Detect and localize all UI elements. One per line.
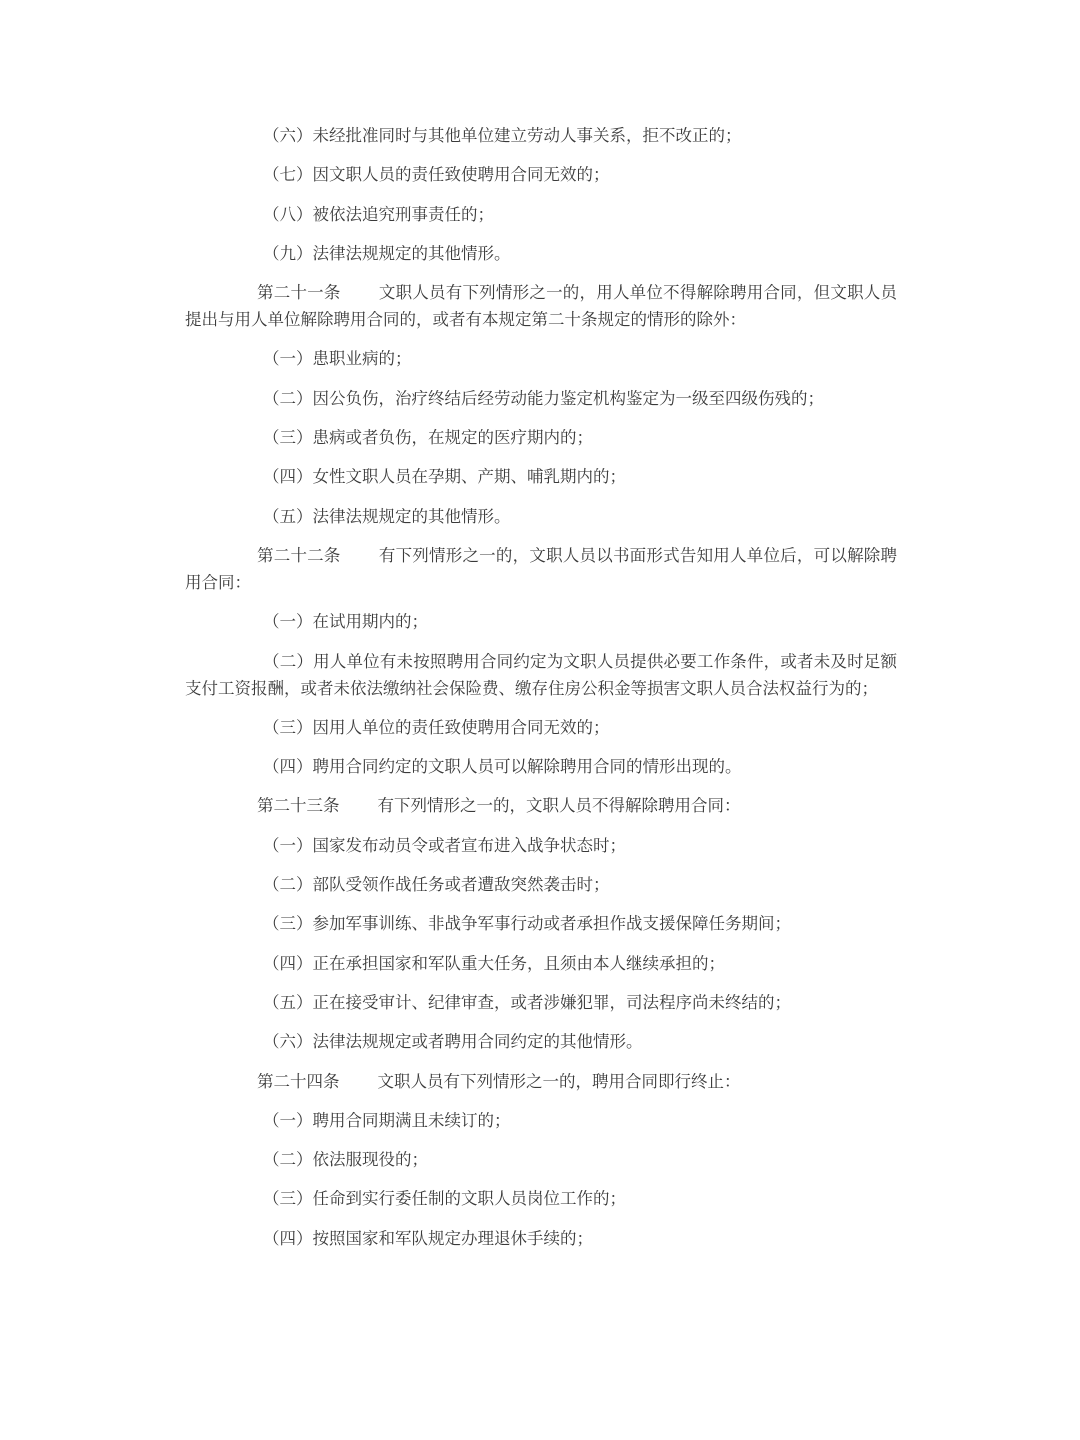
list-item: （四）正在承担国家和军队重大任务，且须由本人继续承担的； [263,953,725,973]
article-number: 第二十三条 [257,796,340,816]
article-text: 有下列情形之一的，文职人员不得解除聘用合同： [377,796,741,816]
article-number: 第二十一条 [257,283,341,303]
list-item: （三）任命到实行委任制的文职人员岗位工作的； [263,1189,626,1209]
list-item: （八）被依法追究刑事责任的； [263,204,494,224]
list-item: （二）因公负伤，治疗终结后经劳动能力鉴定机构鉴定为一级至四级伤残的； [263,388,824,408]
article-number: 第二十二条 [257,545,341,565]
list-item: （四）女性文职人员在孕期、产期、哺乳期内的； [263,467,626,487]
list-item: （四）按照国家和军队规定办理退休手续的； [263,1228,593,1248]
list-item: （一）患职业病的； [263,349,412,369]
article-text: 文职人员有下列情形之一的，用人单位不得解除聘用合同，但文职人员提出与用人单位解除聘用合同的，或者有本规定第二十条规定的情形的除外： [185,283,898,330]
article-text: 有下列情形之一的，文职人员以书面形式告知用人单位后，可以解除聘用合同： [185,545,898,592]
list-item: （五）法律法规规定的其他情形。 [263,506,511,526]
list-item: （二）部队受领作战任务或者遭敌突然袭击时； [263,875,610,895]
article-number: 第二十四条 [257,1071,340,1091]
list-item: （六）法律法规规定或者聘用合同约定的其他情形。 [263,1032,643,1052]
list-item: （四）聘用合同约定的文职人员可以解除聘用合同的情形出现的。 [263,757,742,777]
list-item: （一）聘用合同期满且未续订的； [263,1110,511,1130]
document-page [185,122,897,1264]
article-22 [185,542,897,596]
list-item: （三）患病或者负伤，在规定的医疗期内的； [263,428,593,448]
list-item: （一）在试用期内的； [263,612,428,632]
list-item-long: （二）用人单位有未按照聘用合同约定为文职人员提供必要工作条件，或者未及时足额支付工资报酬，或者未依法缴纳社会保险费、缴存住房公积金等损害文职人员合法权益行为的； [185,651,897,698]
list-item: （二）依法服现役的； [263,1150,428,1170]
list-item: （七）因文职人员的责任致使聘用合同无效的； [263,165,610,185]
list-item: （一）国家发布动员令或者宣布进入战争状态时； [263,835,626,855]
article-23 [185,792,897,819]
list-item: （三）因用人单位的责任致使聘用合同无效的； [263,717,610,737]
article-21 [185,279,897,333]
article-24 [185,1068,897,1095]
list-item: （九）法律法规规定的其他情形。 [263,243,511,263]
list-item: （五）正在接受审计、纪律审查，或者涉嫌犯罪，司法程序尚未终结的； [263,992,791,1012]
list-item: （六）未经批准同时与其他单位建立劳动人事关系，拒不改正的； [263,126,742,145]
list-item: （三）参加军事训练、非战争军事行动或者承担作战支援保障任务期间； [263,914,791,934]
article-text: 文职人员有下列情形之一的，聘用合同即行终止： [377,1071,741,1091]
